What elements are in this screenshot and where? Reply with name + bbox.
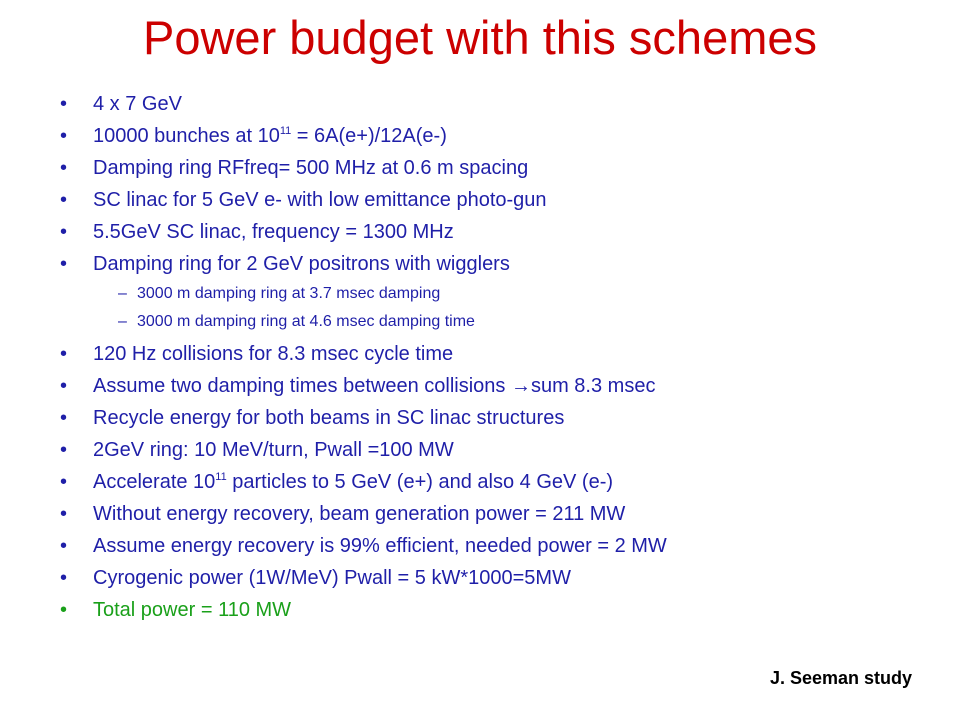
bullet-text: 2GeV ring: 10 MeV/turn, Pwall =100 MW (93, 439, 454, 461)
bullet-marker: • (60, 375, 68, 397)
bullet-text: Damping ring for 2 GeV positrons with wigglers (93, 253, 510, 275)
bullet-marker: • (60, 221, 68, 243)
sub-bullet-marker: – (118, 285, 127, 302)
bullet-text (93, 466, 613, 498)
bullet-marker: • (60, 567, 68, 589)
bullet-text: Damping ring RFfreq= 500 MHz at 0.6 m spacing (93, 157, 529, 179)
bullet-text: 120 Hz collisions for 8.3 msec cycle time (93, 343, 454, 365)
slide-title: Power budget with this schemes (143, 11, 817, 64)
bullet-marker: • (60, 125, 68, 147)
sub-bullet-marker: – (118, 313, 127, 330)
bullet-text-part: sum 8.3 msec (530, 375, 656, 397)
bullet-text (93, 370, 655, 402)
bullet-text: 5.5GeV SC linac, frequency = 1300 MHz (93, 221, 454, 243)
author-credit: J. Seeman study (769, 668, 912, 688)
bullet-marker: • (60, 157, 68, 179)
bullet-text: SC linac for 5 GeV e- with low emittance photo-gun (93, 189, 547, 211)
bullet-text-part: particles to 5 GeV (e+) and also 4 GeV (e-) (226, 471, 614, 493)
bullet-marker: • (60, 253, 68, 275)
sub-bullet-text: 3000 m damping ring at 4.6 msec damping time (137, 313, 475, 330)
exponent: 11 (215, 471, 227, 483)
bullet-marker: • (60, 407, 68, 429)
bullet-text-part: Assume two damping times between collisions (93, 375, 511, 397)
right-arrow-icon: → (510, 375, 531, 397)
bullet-marker: • (60, 189, 68, 211)
sub-bullet-text: 3000 m damping ring at 3.7 msec damping (137, 285, 441, 302)
bullet-marker: • (60, 535, 68, 557)
bullet-marker: • (60, 599, 68, 621)
bullet-marker: • (60, 343, 68, 365)
bullet-text-total: Total power = 110 MW (93, 599, 292, 621)
bullet-text: Cyrogenic power (1W/MeV) Pwall = 5 kW*1000=5MW (93, 567, 571, 589)
bullet-marker: • (60, 439, 68, 461)
exponent: 11 (279, 125, 292, 137)
bullet-marker: • (60, 471, 68, 493)
bullet-text-part: Accelerate 10 (93, 471, 216, 493)
bullet-text: Assume energy recovery is 99% efficient, needed power = 2 MW (93, 535, 667, 557)
bullet-text-part: = 6A(e+)/12A(e-) (291, 125, 447, 147)
bullet-text-part: 10000 bunches at 10 (93, 125, 280, 147)
bullet-text: Recycle energy for both beams in SC linac structures (93, 407, 565, 429)
bullet-marker: • (60, 93, 68, 115)
bullet-marker: • (60, 503, 68, 525)
bullet-text: Without energy recovery, beam generation power = 211 MW (93, 503, 626, 525)
bullet-text: 4 x 7 GeV (93, 93, 182, 115)
bullet-text (93, 120, 447, 152)
